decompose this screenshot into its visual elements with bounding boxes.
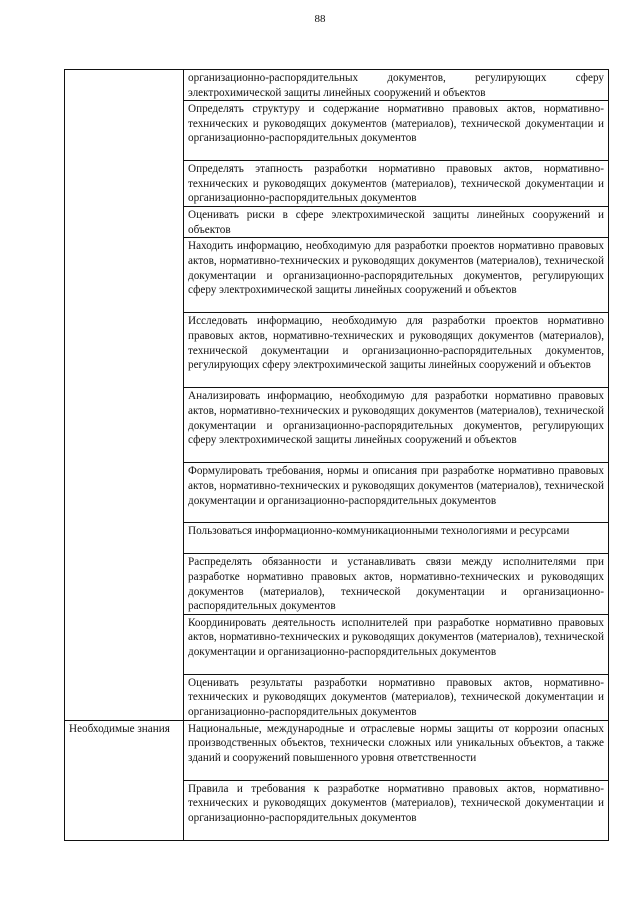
requirement-cell (184, 388, 609, 463)
requirement-text: Национальные, международные и отраслевые нормы защиты от коррозии опасных производственных объектов, технически сложных или уникальных объектов, а также зданий и сооружений повышенного уровня ответственности (188, 722, 604, 764)
requirement-text: Определять структуру и содержание нормативно правовых актов, нормативно-технических и руководящих документов (материалов), технической документации и организационно-распорядительных документов (188, 103, 604, 145)
requirement-cell (184, 614, 609, 674)
requirement-text: Формулировать требования, нормы и описания при разработке нормативно правовых актов, нормативно-технических и руководящих документов (материалов), технической документации и организационно-распорядительных документов (188, 465, 604, 507)
table-row (65, 720, 609, 780)
requirement-text: Распределять обязанности и устанавливать связи между исполнителями при разработке нормативно правовых актов, нормативно-технических и руководящих документов (материалов), технической документации и организационно-распорядительных документов (188, 556, 604, 613)
requirement-cell (184, 161, 609, 207)
requirement-text: Координировать деятельность исполнителей при разработке нормативно правовых актов, нормативно-технических и руководящих документов (материалов), технической документации и организационно-распорядительных документов (188, 616, 604, 658)
requirement-cell (184, 523, 609, 554)
requirement-cell (184, 207, 609, 238)
requirement-text: Пользоваться информационно-коммуникационными технологиями и ресурсами (188, 525, 570, 538)
requirements-table (64, 69, 609, 841)
row-label-cell (65, 70, 184, 721)
requirement-cell (184, 674, 609, 720)
requirement-text: Определять этапность разработки нормативно правовых актов, нормативно-технических и руководящих документов (материалов), технической документации и организационно-распорядительных документов (188, 163, 604, 205)
requirement-cell (184, 720, 609, 780)
requirement-cell (184, 313, 609, 388)
requirement-text: Анализировать информацию, необходимую для разработки нормативно правовых актов, нормативно-технических и руководящих документов (материалов), технической документации и организационно-распорядительных документов, регулирующих сферу электрохимической защиты линейных сооружений и объектов (188, 390, 604, 447)
page-number: 88 (314, 13, 326, 25)
requirement-cell (184, 101, 609, 161)
requirement-cell (184, 463, 609, 523)
row-label-cell (65, 720, 184, 840)
requirement-cell (184, 780, 609, 840)
requirement-cell (184, 70, 609, 101)
requirement-text: организационно-распорядительных документов, регулирующих сферу электрохимической защиты линейных сооружений и объектов (188, 72, 604, 99)
requirement-text: Исследовать информацию, необходимую для разработки проектов нормативно правовых актов, нормативно-технических и руководящих документов (материалов), технической документации и организационно-распорядительных документов, регулирующих сферу электрохимической защиты линейных сооружений и объектов (188, 315, 604, 372)
table-row (65, 70, 609, 101)
requirement-cell (184, 238, 609, 313)
section-label: Необходимые знания (69, 722, 170, 735)
requirement-text: Оценивать риски в сфере электрохимической защиты линейных сооружений и объектов (188, 209, 604, 236)
requirement-cell (184, 554, 609, 614)
requirement-text: Оценивать результаты разработки нормативно правовых актов, нормативно-технических и руководящих документов (материалов), технической документации и организационно-распорядительных документов (188, 676, 604, 718)
requirement-text: Находить информацию, необходимую для разработки проектов нормативно правовых актов, нормативно-технических и руководящих документов (материалов), технической документации и организационно-распорядительных документов, регулирующих сферу электрохимической защиты линейных сооружений и объектов (188, 240, 604, 297)
requirement-text: Правила и требования к разработке нормативно правовых актов, нормативно-технических и руководящих документов (материалов), технической документации и организационно-распорядительных документов (188, 782, 604, 824)
